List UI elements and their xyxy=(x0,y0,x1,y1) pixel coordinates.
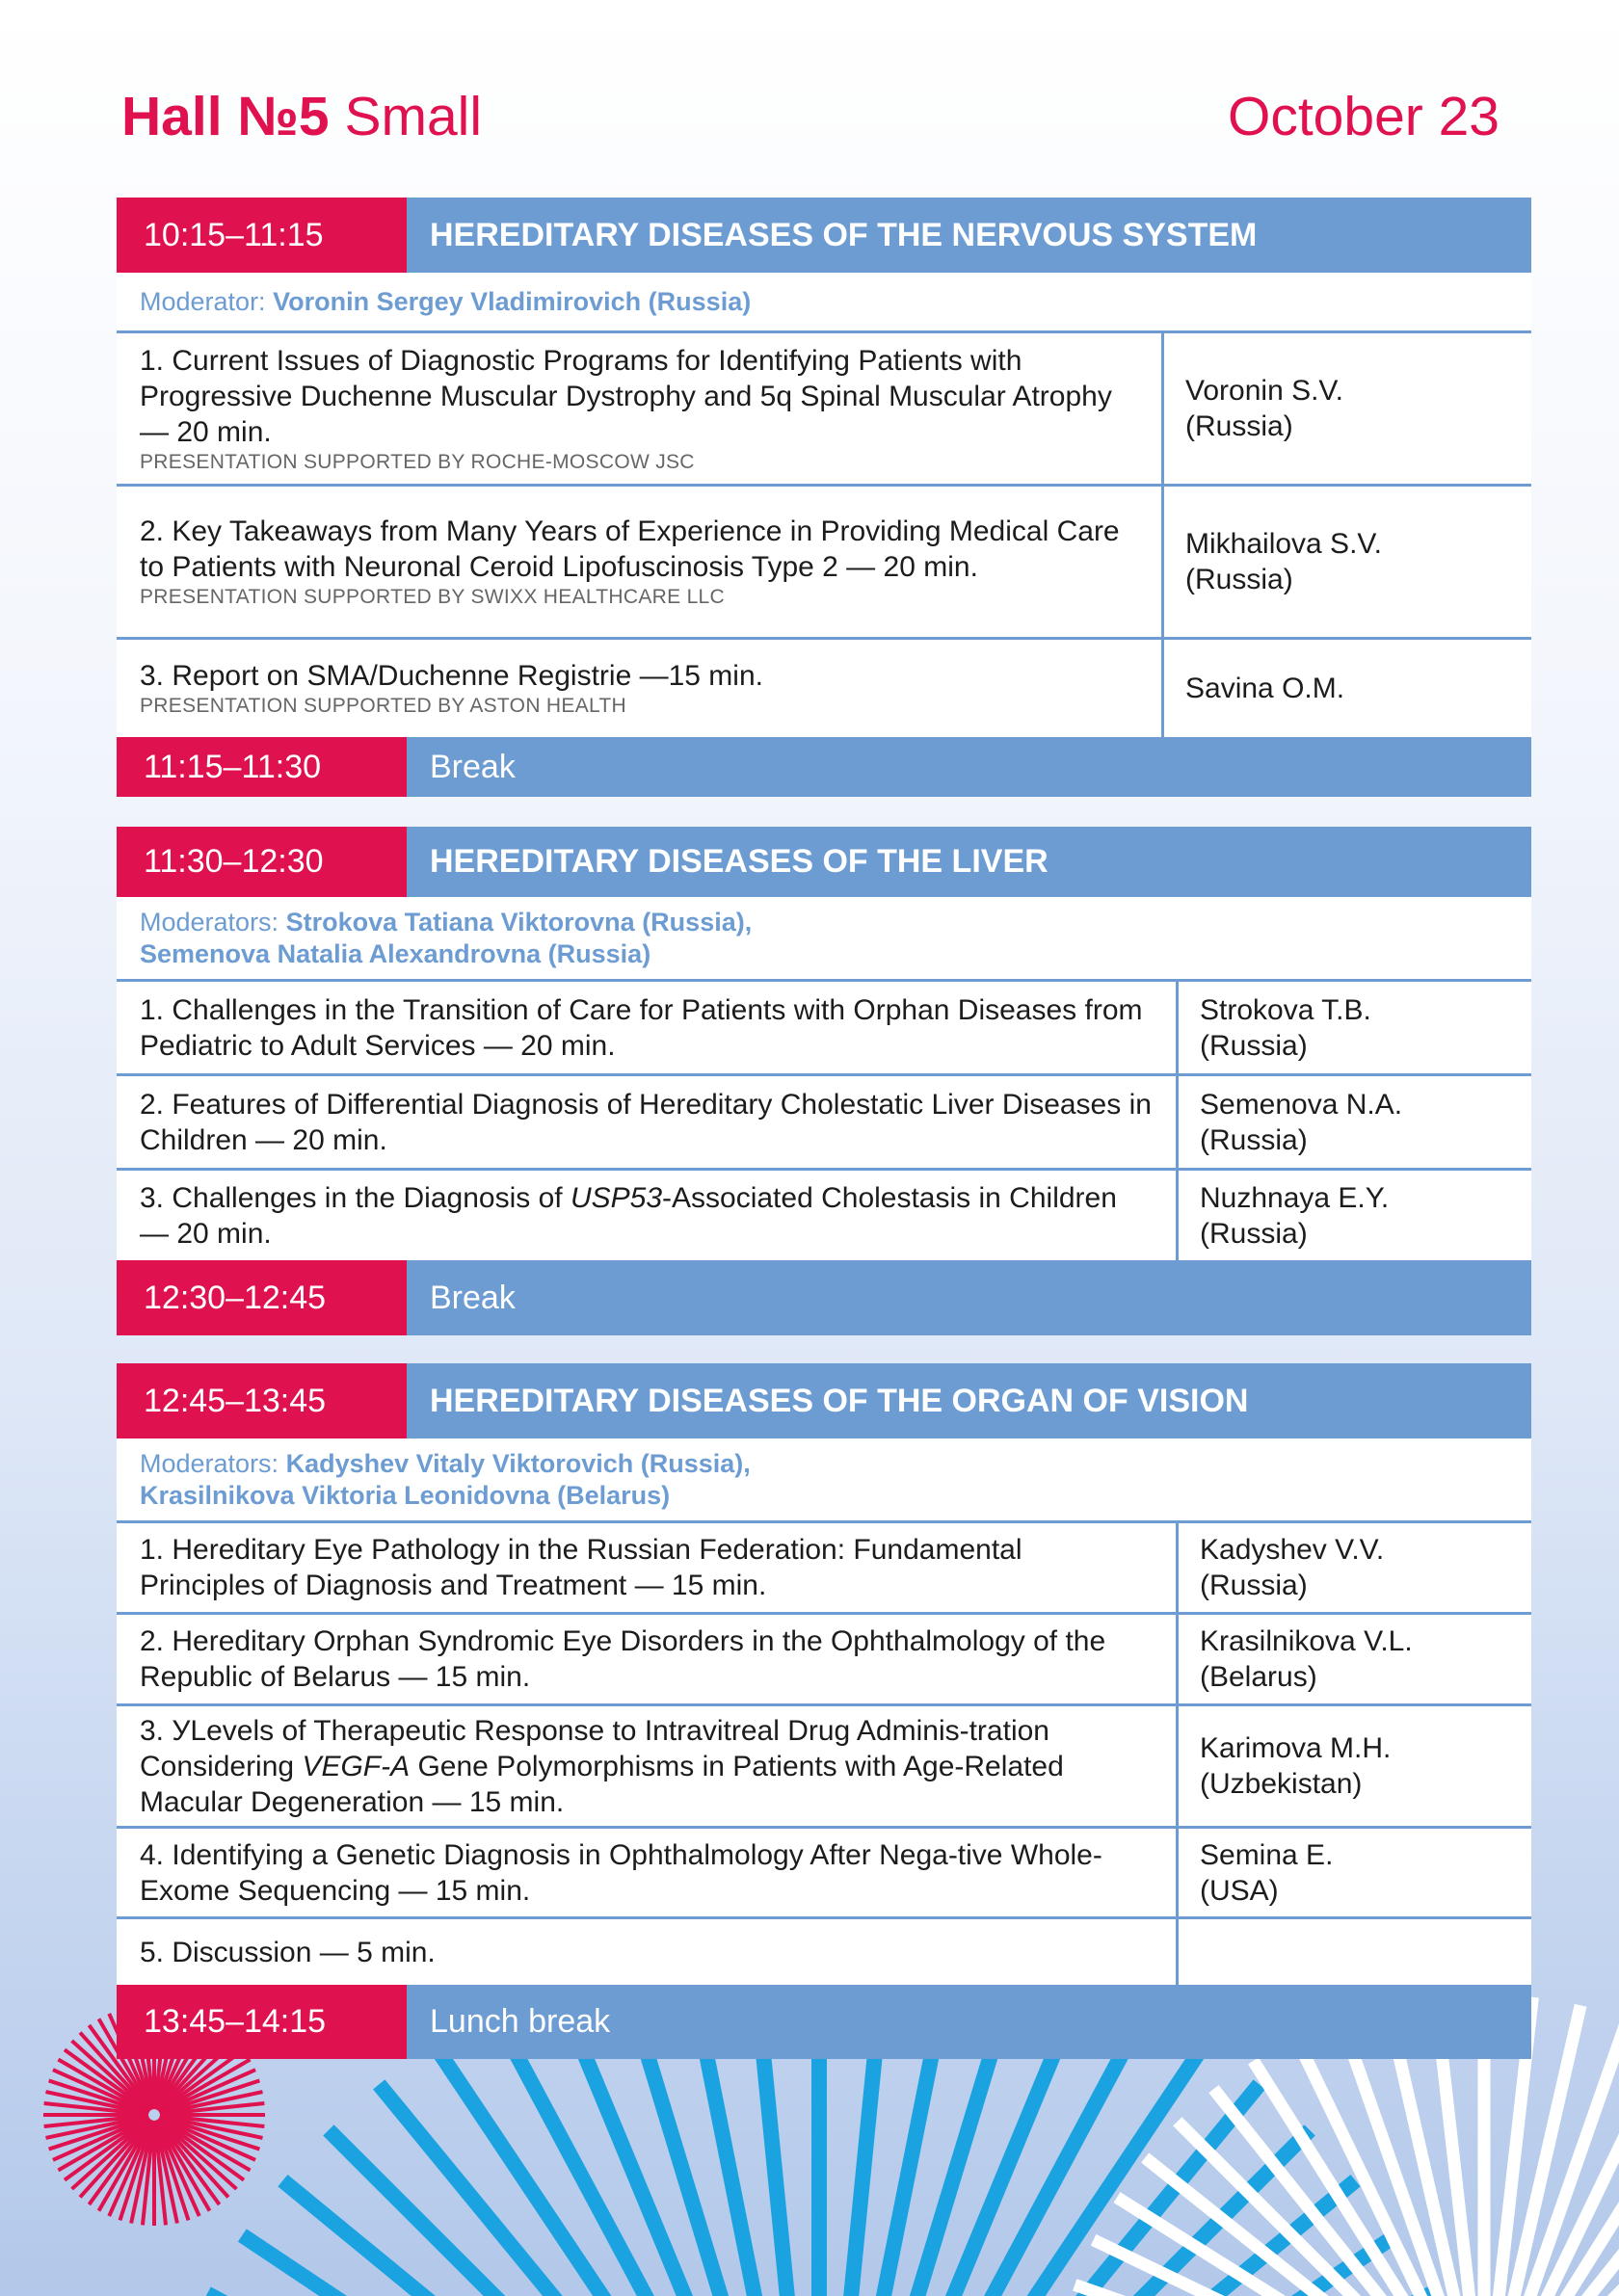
talk-topic: 3. Challenges in the Diagnosis of USP53-Associated Cholestasis in Children — 20 min. xyxy=(117,1171,1179,1260)
session-time: 12:45–13:45 xyxy=(117,1363,407,1438)
talk-row xyxy=(117,1076,1531,1171)
session-title: HEREDITARY DISEASES OF THE NERVOUS SYSTEM xyxy=(407,198,1531,273)
talk-speaker: Kadyshev V.V. (Russia) xyxy=(1200,1534,1385,1601)
moderator-line: Moderator: Voronin Sergey Vladimirovich (Russia) xyxy=(117,273,1531,333)
talk-topic: 5. Discussion — 5 min. xyxy=(117,1919,1179,1985)
talk-speaker: Mikhailova S.V. (Russia) xyxy=(1185,528,1382,595)
talk-speaker: Karimova M.H. (Uzbekistan) xyxy=(1200,1732,1392,1800)
break-time: 12:30–12:45 xyxy=(117,1260,407,1335)
break-row xyxy=(117,1260,1531,1335)
session-time: 10:15–11:15 xyxy=(117,198,407,273)
moderator-line: Moderators: Strokova Tatiana Viktorovna (Russia), Semenova Natalia Alexandrovna (Russia) xyxy=(117,897,1531,982)
talk-topic: 1. Challenges in the Transition of Care for Patients with Orphan Diseases from Pediatric to Adult Services — 20 min. xyxy=(117,982,1179,1073)
break-row xyxy=(117,1985,1531,2059)
break-row xyxy=(117,737,1531,797)
talk-row xyxy=(117,1829,1531,1919)
talk-topic: 1. Current Issues of Diagnostic Programs for Identifying Patients with Progressive Duchenne Muscular Dystrophy and 5q Spinal Muscular Atrophy — 20 min. PRESENTATION SUPPORTED BY ROCHE-MOSCOW JSC xyxy=(117,333,1164,484)
session-time: 11:30–12:30 xyxy=(117,827,407,897)
talk-topic: 2. Key Takeaways from Many Years of Experience in Providing Medical Care to Patients with Neuronal Ceroid Lipofuscinosis Type 2 — 20 min. PRESENTATION SUPPORTED BY SWIXX HEALTHCARE LLC xyxy=(117,487,1164,637)
break-time: 13:45–14:15 xyxy=(117,1985,407,2059)
session-title: HEREDITARY DISEASES OF THE ORGAN OF VISION xyxy=(407,1363,1531,1438)
break-time: 11:15–11:30 xyxy=(117,737,407,797)
talk-speaker: Strokova T.B. (Russia) xyxy=(1200,993,1371,1062)
sponsor-note: PRESENTATION SUPPORTED BY SWIXX HEALTHCARE LLC xyxy=(140,586,725,608)
talk-row xyxy=(117,487,1531,640)
talk-row xyxy=(117,1171,1531,1260)
session-header xyxy=(117,827,1531,897)
talk-topic: 2. Hereditary Orphan Syndromic Eye Disorders in the Ophthalmology of the Republic of Belarus — 15 min. xyxy=(117,1615,1179,1703)
talk-topic: 4. Identifying a Genetic Diagnosis in Ophthalmology After Nega-tive Whole-Exome Sequencing — 15 min. xyxy=(117,1829,1179,1916)
talk-row xyxy=(117,1523,1531,1615)
talk-row xyxy=(117,333,1531,487)
talk-speaker: Voronin S.V. (Russia) xyxy=(1185,375,1344,442)
talk-row xyxy=(117,1615,1531,1706)
talk-row xyxy=(117,982,1531,1076)
talk-row xyxy=(117,1919,1531,1985)
session-header xyxy=(117,198,1531,273)
session-liver xyxy=(117,827,1531,1335)
talk-topic: 3. УLevels of Therapeutic Response to Intravitreal Drug Adminis-tration Considering VEGF-A Gene Polymorphisms in Patients with Age-Related Macular Degeneration — 15 min. xyxy=(117,1706,1179,1826)
talk-speaker xyxy=(1179,1919,1531,1985)
moderator-name: Semenova Natalia Alexandrovna (Russia) xyxy=(140,938,651,968)
hall-title: Hall №5 Small xyxy=(121,86,482,147)
talk-row xyxy=(117,640,1531,737)
talk-speaker: Savina O.M. xyxy=(1185,673,1345,704)
talk-topic: 3. Report on SMA/Duchenne Registrie —15 min. PRESENTATION SUPPORTED BY ASTON HEALTH xyxy=(117,640,1164,737)
event-date: October 23 xyxy=(1228,86,1500,147)
session-nervous-system xyxy=(117,198,1531,797)
session-organ-of-vision xyxy=(117,1363,1531,2059)
talk-speaker: Semenova N.A. (Russia) xyxy=(1200,1088,1403,1156)
talk-topic: 2. Features of Differential Diagnosis of Hereditary Cholestatic Liver Diseases in Children — 20 min. xyxy=(117,1076,1179,1168)
page-header xyxy=(121,85,1500,152)
break-label: Lunch break xyxy=(407,1985,1531,2059)
talk-row xyxy=(117,1706,1531,1829)
session-header xyxy=(117,1363,1531,1438)
sponsor-note: PRESENTATION SUPPORTED BY ROCHE-MOSCOW JSC xyxy=(140,450,695,473)
moderator-name: Kadyshev Vitaly Viktorovich (Russia), xyxy=(285,1448,751,1478)
talk-speaker: Krasilnikova V.L. (Belarus) xyxy=(1200,1625,1413,1693)
talk-speaker: Semina E. (USA) xyxy=(1200,1838,1334,1907)
moderator-line: Moderators: Kadyshev Vitaly Viktorovich (Russia), Krasilnikova Viktoria Leonidovna (Belarus) xyxy=(117,1438,1531,1523)
break-label: Break xyxy=(407,1260,1531,1335)
moderator-name: Strokova Tatiana Viktorovna (Russia), xyxy=(285,907,753,937)
session-title: HEREDITARY DISEASES OF THE LIVER xyxy=(407,827,1531,897)
moderator-name: Voronin Sergey Vladimirovich (Russia) xyxy=(273,286,752,316)
talk-speaker: Nuzhnaya E.Y. (Russia) xyxy=(1200,1181,1390,1250)
break-label: Break xyxy=(407,737,1531,797)
moderator-name: Krasilnikova Viktoria Leonidovna (Belarus) xyxy=(140,1480,671,1510)
talk-topic: 1. Hereditary Eye Pathology in the Russian Federation: Fundamental Principles of Diagnosis and Treatment — 15 min. xyxy=(117,1523,1179,1612)
sponsor-note: PRESENTATION SUPPORTED BY ASTON HEALTH xyxy=(140,695,627,717)
